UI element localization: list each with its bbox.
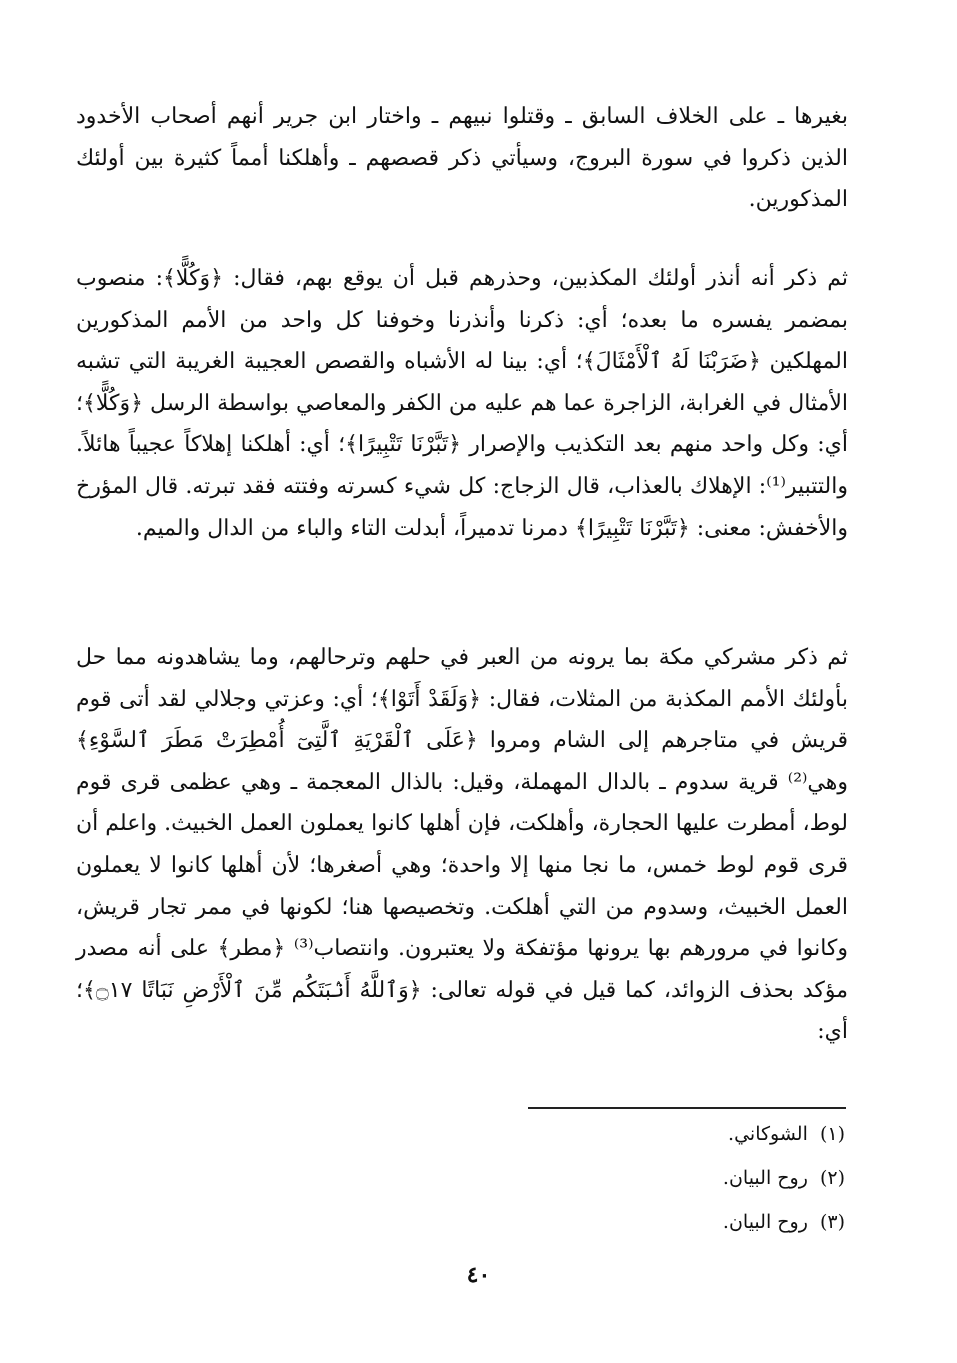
page-number: ٤٠ bbox=[466, 1262, 491, 1288]
footnote-3 bbox=[723, 1211, 845, 1233]
footnote-number: (٢) bbox=[819, 1167, 845, 1189]
footnote-text: روح البيان. bbox=[722, 1167, 808, 1189]
paragraph-text: بغيرها ـ على الخلاف السابق ـ وقتلوا نبيهم ـ واختار ابن جرير أنهم أصحاب الأخدود الذين ذكروا في سورة البروج، وسيأتي ذكر قصصهم ـ وأهلكنا أمماً كثيرة بين أولئك المذكورين. bbox=[76, 104, 848, 213]
paragraph-text: ثم ذكر مشركي مكة بما يرونه من العبر في حلهم وترحالهم، وما يشاهدونه مما حل بأولئك الأمم المكذبة من المثلات، فقال: ﴿وَلَقَدْ أَتَوْا﴾؛ أي: وعزتي وجلالي لقد أتى قوم قريش في متاجرهم إلى الشام ومروا ﴿عَلَى ٱلْقَرْيَةِ ٱلَّتِىٓ أُمْطِرَتْ مَطَرَ ٱلسَّوْءِ﴾ وهي⁽²⁾ قرية سدوم ـ بالدال المهملة، وقيل: بالذال المعجمة ـ وهي عظمى قرى قوم لوط، أمطرت عليها الحجارة، وأهلكت، فإن أهلها كانوا يعملون العمل الخبيث. واعلم أن قرى قوم لوط خمس، ما نجا منها إلا واحدة؛ وهي أصغرها؛ لأن أهلها كانوا لا يعملون العمل الخبيث، وسدوم من التي أهلكت. وتخصيصها هنا؛ لكونها في ممر تجار قريش، وكانوا في مرورهم بها يرونها مؤتفكة ولا يعتبرون. وانتصاب⁽³⁾ ﴿مطر﴾ على أنه مصدر مؤكد بحذف الزوائد، كما قيل في قوله تعالى: ﴿وَٱللَّهُ أَنۢبَتَكُم مِّنَ ٱلْأَرْضِ نَبَاتًا ۝١٧﴾؛ أي: bbox=[76, 645, 848, 1045]
paragraph-text: ثم ذكر أنه أنذر أولئك المكذبين، وحذرهم قبل أن يوقع بهم، فقال: ﴿وَكُلًّا﴾: منصوب بمضمر يفسره ما بعده؛ أي: ذكرنا وأنذرنا وخوفنا كل واحد من الأمم المذكورين المهلكين ﴿ضَرَبْنَا لَهُ ٱلْأَمْثَالَ﴾؛ أي: بينا له الأشباه والقصص العجيبة الغريبة التي تشبه الأمثال في الغرابة، الزاجرة عما هم عليه من الكفر والمعاصي بواسطة الرسل ﴿وَكُلًّا﴾؛ أي: وكل واحد منهم بعد التكذيب والإصرار ﴿تَبَّرْنَا تَتْبِيرًا﴾؛ أي: أهلكنا إهلاكاً عجيباً هائلاً. والتتبير⁽¹⁾: الإهلاك بالعذاب، قال الزجاج: كل شيء كسرته وفتته فقد تبرته. قال المؤرخ والأخفش: معنى: ﴿تَبَّرْنَا تَتْبِيرًا﴾ دمرنا تدميراً، أبدلت التاء والباء من الدال والميم. bbox=[76, 266, 848, 541]
footnote-2 bbox=[723, 1167, 845, 1189]
footnote-1 bbox=[728, 1123, 845, 1145]
footnote-number: (١) bbox=[819, 1123, 845, 1145]
footnote-text: الشوكاني. bbox=[728, 1123, 808, 1145]
footnote-number: (٣) bbox=[819, 1211, 845, 1233]
footnote-text: روح البيان. bbox=[722, 1211, 808, 1233]
